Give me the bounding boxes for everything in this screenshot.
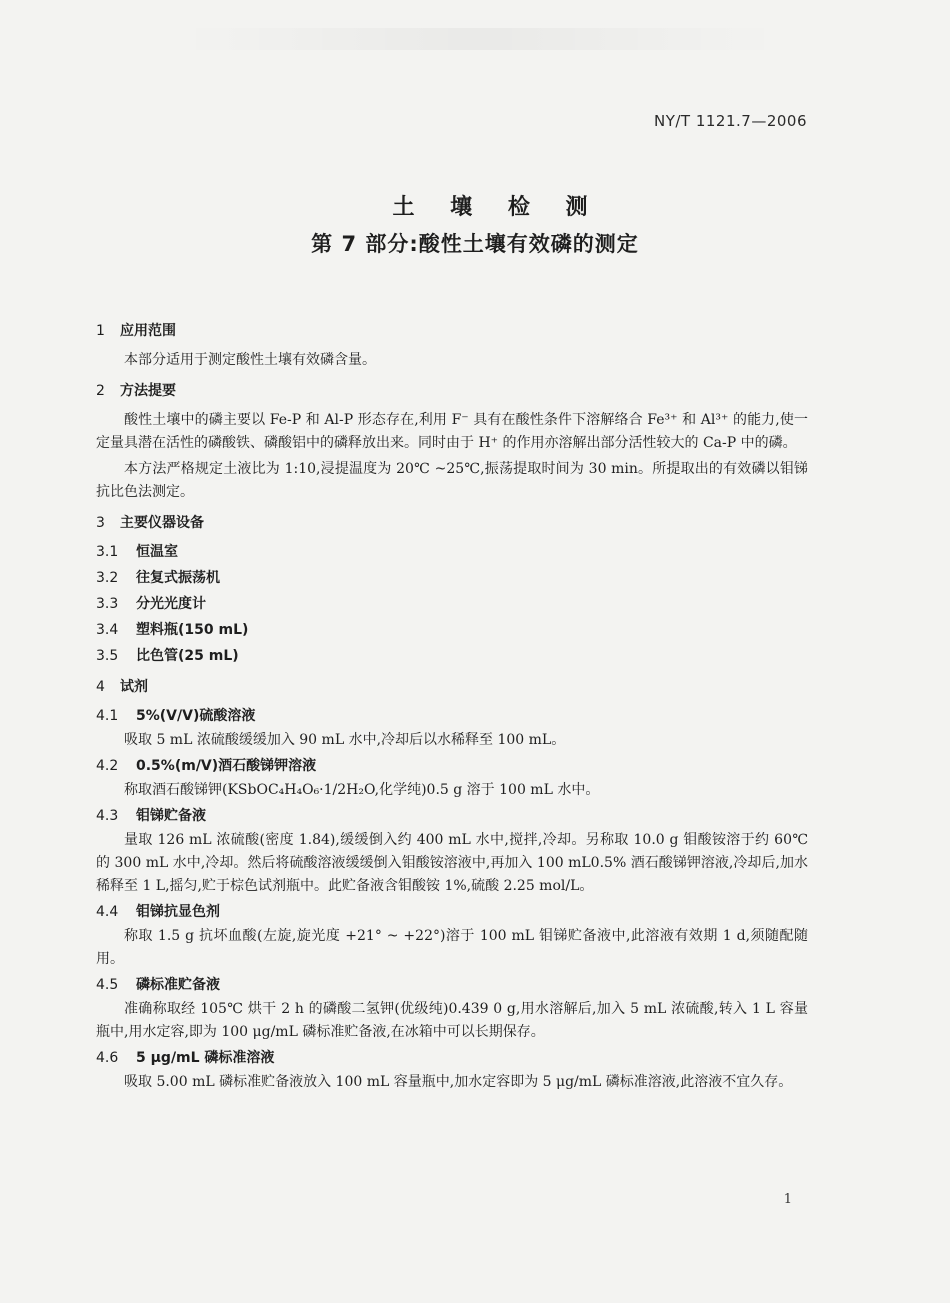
item-number: 3.5 — [96, 648, 119, 664]
equipment-item — [96, 541, 808, 564]
reagent-text: 称取酒石酸锑钾(KSbOC₄H₄O₆·1/2H₂O,化学纯)0.5 g 溶于 100 mL 水中。 — [124, 782, 600, 798]
item-number: 3.1 — [96, 544, 119, 560]
equipment-item — [96, 567, 808, 590]
reagent-text: 称取 1.5 g 抗坏血酸(左旋,旋光度 +21° ~ +22°)溶于 100 mL 钼锑贮备液中,此溶液有效期 1 d,须随配随用。 — [96, 928, 808, 967]
item-label: 恒温室 — [136, 544, 178, 560]
item-number: 4.1 — [96, 708, 119, 724]
document-body — [96, 312, 808, 1097]
section-title: 方法提要 — [120, 383, 176, 399]
item-label: 钼锑抗显色剂 — [136, 904, 220, 920]
item-number: 4.4 — [96, 904, 119, 920]
item-label: 5%(V/V)硫酸溶液 — [136, 708, 256, 724]
section-title: 主要仪器设备 — [120, 515, 204, 531]
reagent-heading — [96, 705, 808, 728]
paragraph: 酸性土壤中的磷主要以 Fe-P 和 Al-P 形态存在,利用 F⁻ 具有在酸性条件下溶解络合 Fe³⁺ 和 Al³⁺ 的能力,使一定量具潜在活性的磷酸铁、磷酸铝中的磷释放出来。同时由于 H⁺ 的作用亦溶解出部分活性较大的 Ca-P 中的磷。 — [96, 412, 808, 451]
item-number: 4.2 — [96, 758, 119, 774]
item-label: 钼锑贮备液 — [136, 808, 206, 824]
section-number: 3 — [96, 515, 105, 531]
section-3-heading — [96, 512, 808, 535]
section-number: 4 — [96, 679, 105, 695]
reagent-text: 准确称取经 105℃ 烘干 2 h 的磷酸二氢钾(优级纯)0.439 0 g,用水溶解后,加入 5 mL 浓硫酸,转入 1 L 容量瓶中,用水定容,即为 100 μg/mL 磷标准贮备液,在冰箱中可以长期保存。 — [96, 1001, 808, 1040]
scan-shadow — [180, 28, 780, 50]
reagent-heading — [96, 901, 808, 924]
section-2-heading — [96, 380, 808, 403]
equipment-item — [96, 645, 808, 668]
section-number: 2 — [96, 383, 105, 399]
section-4-heading — [96, 676, 808, 699]
equipment-item — [96, 619, 808, 642]
reagent-heading — [96, 1047, 808, 1070]
item-label: 磷标准贮备液 — [136, 977, 220, 993]
section-1-heading — [96, 320, 808, 343]
paragraph: 本部分适用于测定酸性土壤有效磷含量。 — [124, 352, 376, 368]
section-title: 试剂 — [120, 679, 148, 695]
paragraph: 本方法严格规定土液比为 1:10,浸提温度为 20℃ ~25℃,振荡提取时间为 30 min。所提取出的有效磷以钼锑抗比色法测定。 — [96, 461, 808, 500]
reagent-text: 吸取 5 mL 浓硫酸缓缓加入 90 mL 水中,冷却后以水稀释至 100 mL。 — [124, 732, 566, 748]
equipment-item — [96, 593, 808, 616]
reagent-text: 吸取 5.00 mL 磷标准贮备液放入 100 mL 容量瓶中,加水定容即为 5 μg/mL 磷标准溶液,此溶液不宜久存。 — [124, 1074, 793, 1090]
reagent-heading — [96, 974, 808, 997]
item-label: 往复式振荡机 — [136, 570, 220, 586]
item-number: 3.4 — [96, 622, 119, 638]
item-number: 4.3 — [96, 808, 119, 824]
item-label: 0.5%(m/V)酒石酸锑钾溶液 — [136, 758, 317, 774]
standard-code: NY/T 1121.7—2006 — [653, 112, 807, 130]
item-label: 比色管(25 mL) — [136, 648, 239, 664]
sub-title: 第 7 部分:酸性土壤有效磷的测定 — [311, 232, 639, 256]
page-number: 1 — [783, 1192, 792, 1207]
reagent-heading — [96, 755, 808, 778]
item-number: 3.2 — [96, 570, 119, 586]
section-title: 应用范围 — [120, 323, 176, 339]
item-label: 5 μg/mL 磷标准溶液 — [136, 1050, 275, 1066]
main-title: 土 壤 检 测 — [392, 195, 602, 220]
reagent-text: 量取 126 mL 浓硫酸(密度 1.84),缓缓倒入约 400 mL 水中,搅拌,冷却。另称取 10.0 g 钼酸铵溶于约 60℃ 的 300 mL 水中,冷却。然后将硫酸溶液缓缓倒入钼酸铵溶液中,再加入 100 mL0.5% 酒石酸锑钾溶液,冷却后,加水稀释至 1 L,摇匀,贮于棕色试剂瓶中。此贮备液含钼酸铵 1%,硫酸 2.25 mol/L。 — [96, 832, 808, 894]
item-number: 4.6 — [96, 1050, 119, 1066]
item-number: 4.5 — [96, 977, 119, 993]
section-number: 1 — [96, 323, 105, 339]
item-number: 3.3 — [96, 596, 119, 612]
item-label: 分光光度计 — [136, 596, 206, 612]
reagent-heading — [96, 805, 808, 828]
item-label: 塑料瓶(150 mL) — [136, 622, 249, 638]
